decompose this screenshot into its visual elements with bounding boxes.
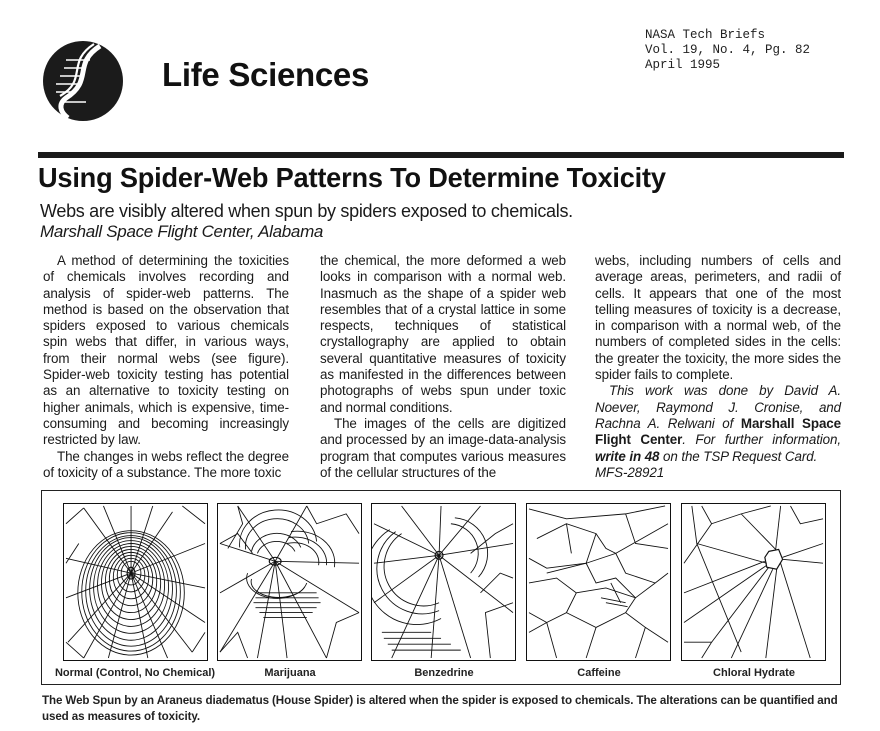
- body-column-3: [595, 253, 841, 481]
- body-column-2: [320, 253, 566, 481]
- section-divider: [38, 152, 844, 158]
- paragraph: The images of the cells are digitized and processed by an image-data-analysis program that computes various measures of the cellular structures of the: [320, 415, 566, 480]
- reference-number: [595, 465, 841, 481]
- credit-write-in: write in 48: [595, 448, 660, 464]
- credit-org: Marshall Space Flight Center: [595, 415, 841, 448]
- paragraph: webs, including numbers of cells and average areas, perimeters, and radii of cells. It appears that one of the most telling measures of toxicity is a decrease, in comparison with a normal web, of the numbers of completed sides in the cells: the greater the toxicity, the more sides the spider fails to complete.: [595, 253, 841, 383]
- article-byline: Marshall Space Flight Center, Alabama: [40, 222, 324, 241]
- publication-citation: [645, 28, 810, 73]
- figure-caption: The Web Spun by an Araneus diadematus (House Spider) is altered when the spider is exposed to chemicals. The alterations can be quantified and used as measures of toxicity.: [42, 694, 838, 723]
- caffeine-web-icon: [526, 503, 671, 661]
- paragraph: A method of determining the toxicities of chemicals involves recording and analysis of spider-web patterns. The method is based on the observation that spiders exposed to various chemicals spin webs that differ, in various ways, from their normal webs (see figure). Spider-web toxicity testing has potential as an alternative to toxicity testing on higher animals, which is expensive, time-consuming and becoming increasingly restricted by law.: [43, 253, 289, 448]
- citation-volume: Vol. 19, No. 4, Pg. 82: [645, 43, 811, 57]
- citation-publication: NASA Tech Briefs: [645, 28, 766, 42]
- chloral-hydrate-web-icon: [681, 503, 826, 661]
- panel-label-chloral-hydrate: Chloral Hydrate: [713, 667, 795, 679]
- article-subtitle: Webs are visibly altered when spun by spiders exposed to chemicals.: [40, 201, 573, 221]
- citation-date: April 1995: [645, 58, 721, 72]
- panel-label-marijuana: Marijuana: [264, 667, 316, 679]
- panel-label-benzedrine: Benzedrine: [414, 667, 474, 679]
- benzedrine-web-icon: [371, 503, 516, 661]
- paragraph: the chemical, the more deformed a web looks in comparison with a normal web. Inasmuch as the shape of a spider web resembles that of a crystal lattice in some respects, techniques of statistical crystallography are applied to obtain several quantitative measures of toxicity as manifested in the differences between photographs of webs spun under toxic and normal conditions.: [320, 253, 566, 415]
- body-column-1: [43, 253, 289, 481]
- normal-web-icon: [63, 503, 208, 661]
- panel-label-caffeine: Caffeine: [577, 667, 621, 679]
- credit-more: . For further information,: [682, 432, 841, 448]
- section-title: Life Sciences: [162, 56, 370, 93]
- credit-authors: This work was done by David A. Noever, Raymond J. Cronise, and Rachna A. Relwani of: [595, 383, 841, 431]
- article-title: Using Spider-Web Patterns To Determine Toxicity: [38, 162, 666, 193]
- credit-tsp: on the TSP Request Card.: [659, 448, 818, 464]
- credit-paragraph: [595, 383, 841, 464]
- panel-label-normal: Normal (Control, No Chemical): [54, 667, 216, 679]
- marijuana-web-icon: [217, 503, 362, 661]
- dna-helix-icon: [42, 40, 124, 122]
- paragraph: The changes in webs reflect the degree of toxicity of a substance. The more toxic: [43, 448, 289, 480]
- reference-number-text: MFS-28921: [595, 464, 665, 480]
